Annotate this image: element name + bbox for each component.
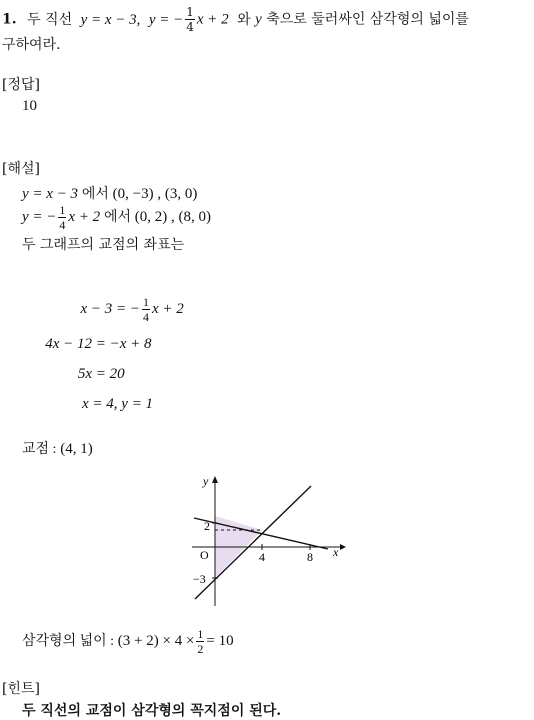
- area-label: 삼각형의 넓이 :: [22, 633, 115, 649]
- problem-text-mid: 와: [237, 11, 251, 28]
- solution-line-3: 두 그래프의 교점의 좌표는: [22, 237, 185, 253]
- area-frac-den: 2: [197, 642, 204, 656]
- area-expr-right: = 10: [206, 632, 234, 649]
- problem-line-2: 구하여라.: [2, 37, 61, 53]
- derivation-d: x = 4, y = 1: [82, 396, 154, 412]
- solution-line2-right: x + 2: [68, 208, 101, 225]
- area-fraction: [196, 628, 204, 655]
- problem-text-end: 축으로 둘러싸인 삼각형의 넓이를: [266, 11, 469, 28]
- line-graph: [188, 472, 348, 608]
- solution-line2-points: (0, 2) , (8, 0): [134, 208, 211, 225]
- tick-label-4: 4: [259, 550, 265, 564]
- tick-label-8: 8: [307, 550, 313, 564]
- problem-eq2-right: x + 2: [196, 11, 229, 28]
- solution-line1-text: 에서: [81, 187, 109, 202]
- derivation-b-right: = −x + 8: [95, 336, 152, 352]
- derivation-a-frac-den: 4: [143, 310, 149, 324]
- hint-text: 두 직선의 교점이 삼각형의 꼭지점이 된다.: [22, 703, 282, 719]
- x-axis-arrow: [340, 544, 346, 550]
- tick-label-2: 2: [204, 519, 210, 533]
- derivation-a-fraction: [142, 296, 150, 323]
- problem-eq2-left: y = −: [148, 11, 184, 28]
- area-frac-num: 1: [197, 627, 204, 641]
- derivation-c: [40, 366, 125, 383]
- solution-line2-frac-num: 1: [59, 203, 66, 217]
- problem-intro: 두 직선: [27, 11, 73, 28]
- problem-number: 1.: [2, 11, 17, 28]
- solution-line-2: [22, 204, 211, 231]
- derivation-a: [40, 296, 220, 323]
- problem-y-var: y: [255, 11, 262, 28]
- derivation-a-left: x − 3 = −: [80, 300, 140, 317]
- line-y-eq-x-minus-3: [195, 486, 311, 599]
- derivation-a-right: x + 2: [152, 300, 184, 317]
- derivation-c-right: = 20: [95, 366, 125, 382]
- derivation-b: [40, 336, 152, 353]
- solution-label: [해설]: [2, 161, 40, 177]
- problem-frac-num: 1: [186, 5, 194, 19]
- intersection-line: [22, 438, 93, 458]
- intersection-point: (4, 1): [60, 441, 93, 457]
- hint-label: [힌트]: [2, 681, 40, 697]
- derivation-b-left: 4x − 12: [45, 336, 92, 352]
- origin-label: O: [200, 548, 209, 562]
- y-axis-label: y: [203, 474, 209, 488]
- answer-value: 10: [22, 98, 37, 114]
- problem-eq1: y = x − 3,: [80, 11, 141, 28]
- solution-line2-left: y = −: [22, 208, 57, 225]
- area-expr-left: (3 + 2) × 4 ×: [117, 632, 195, 649]
- problem-frac-den: 4: [186, 20, 194, 34]
- solution-line1-eq: y = x − 3: [22, 186, 79, 202]
- solution-line2-text: 에서: [103, 209, 131, 225]
- derivation-a-frac-num: 1: [143, 295, 149, 309]
- solution-line-1: [22, 183, 197, 203]
- solution-line2-frac-den: 4: [59, 218, 66, 232]
- intersection-label: 교점 :: [22, 442, 57, 457]
- area-line: [22, 628, 234, 655]
- problem-line-1: [2, 6, 469, 33]
- solution-line2-fraction: [58, 204, 66, 231]
- derivation-c-left: 5x: [77, 366, 92, 382]
- problem-fraction: [185, 6, 195, 33]
- solution-line1-points: (0, −3) , (3, 0): [112, 186, 198, 202]
- answer-label: [정답]: [2, 77, 40, 93]
- tick-label-neg3: −3: [193, 572, 206, 586]
- y-axis-arrow: [212, 476, 218, 483]
- x-axis-label: x: [333, 545, 339, 559]
